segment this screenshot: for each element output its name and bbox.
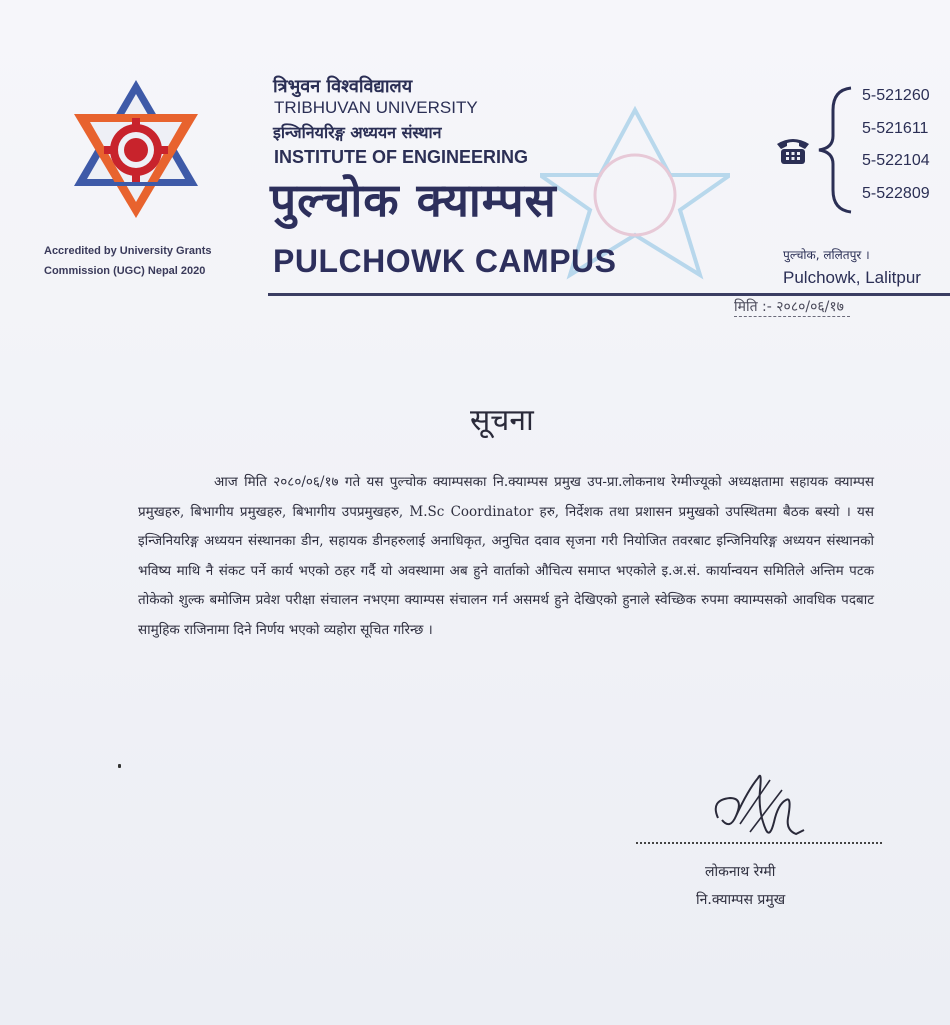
address-en: Pulchowk, Lalitpur	[783, 268, 921, 287]
accreditation-note	[44, 241, 259, 281]
phone-number: 5-521260	[862, 87, 930, 104]
university-logo-icon	[72, 78, 200, 218]
institute-name-np: इन्जिनियरिङ्ग अध्ययन संस्थान	[273, 123, 442, 142]
ink-dot	[118, 764, 121, 768]
notice-title: सूचना	[470, 403, 534, 438]
letter-date: मिति :- २०८०/०६/१७	[734, 297, 850, 317]
campus-name-en: PULCHOWK CAMPUS	[273, 243, 617, 279]
signatory-name: लोकनाथ रेग्मी	[705, 864, 776, 880]
notice-body: आज मिति २०८०/०६/१७ गते यस पुल्चोक क्याम्पसका नि.क्याम्पस प्रमुख उप-प्रा.लोकनाथ रेग्मीज्यूको अध्यक्षतामा सहायक क्याम्पस प्रमुखहरु, बिभागीय प्रमुखहरु, बिभागीय उपप्रमुखहरु, M.Sc Coordinator हरु, निर्देशक तथा प्रशासन प्रमुखको उपस्थितमा बैठक बस्यो । यस इन्जिनियरिङ्ग अध्ययन संस्थानका डीन, सहायक डीनहरुलाई अनाधिकृत, अनुचित दवाव सृजना गरी नियोजित तवरबाट इन्जिनियरिङ्ग अध्ययन संस्थानको भविष्य माथि नै संकट पर्ने कार्य भएको ठहर गर्दै यो अवस्थामा अब हुने वार्ताको औचित्य समाप्त भएकोले इ.अ.सं. कार्यान्वयन समितिले अन्तिम पटक तोकेको शुल्क बमोजिम प्रवेश परीक्षा संचालन नभएमा क्याम्पस संचालन गर्न असमर्थ हुने देखिएको हुनाले स्वेच्छिक रुपमा क्याम्पसको आवधिक पदबाट सामुहिक राजिनामा दिने निर्णय भएको व्यहोरा सूचित गरिन्छ ।	[138, 474, 874, 638]
signatory-title: नि.क्याम्पस प्रमुख	[696, 892, 786, 908]
phone-number: 5-521611	[862, 119, 929, 137]
phone-number: 5-522809	[862, 184, 930, 202]
accreditation-line1: Accredited by University Grants	[44, 245, 212, 257]
signature-icon	[700, 760, 810, 850]
institute-name-en: INSTITUTE OF ENGINEERING	[274, 147, 529, 167]
telephone-icon	[775, 134, 811, 166]
phone-list	[862, 80, 930, 210]
phone-number: 5-522104	[862, 152, 930, 169]
accreditation-line2: Commission (UGC) Nepal 2020	[44, 265, 206, 277]
university-name-en: TRIBHUVAN UNIVERSITY	[274, 98, 478, 117]
brace-icon	[815, 86, 855, 214]
address-np: पुल्चोक, ललितपुर ।	[783, 248, 870, 262]
university-name-np: त्रिभुवन विश्वविद्यालय	[273, 76, 413, 97]
header-divider	[268, 293, 950, 296]
campus-name-np: पुल्चोक क्याम्पस	[270, 173, 557, 227]
signature-line	[636, 842, 882, 844]
